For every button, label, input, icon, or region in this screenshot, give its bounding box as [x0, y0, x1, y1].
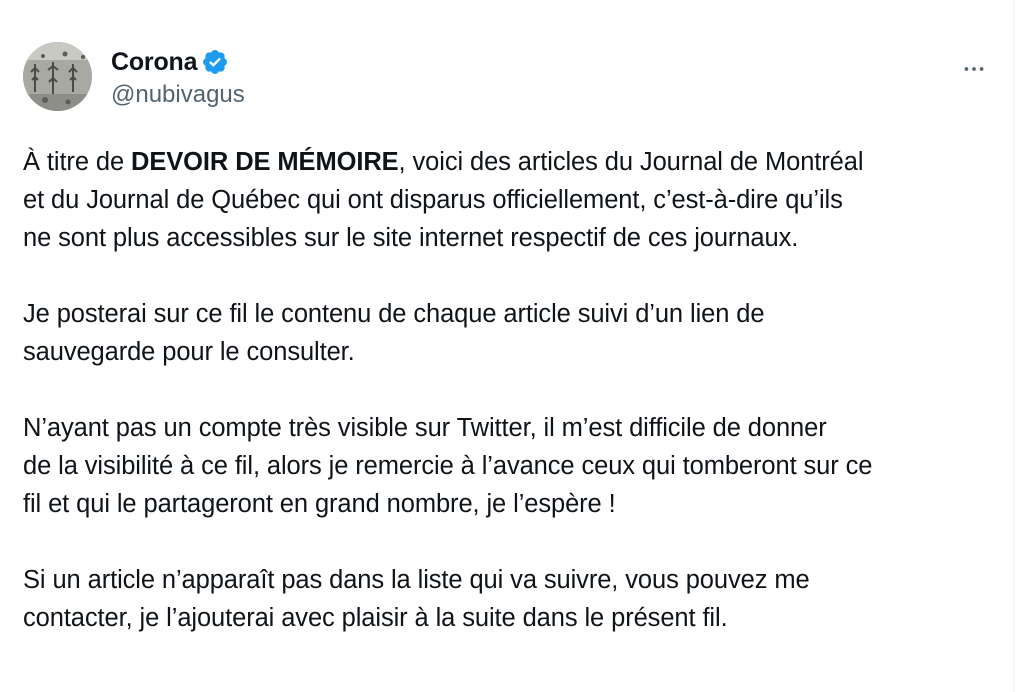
post-header — [23, 42, 991, 114]
verified-badge-icon[interactable] — [201, 48, 229, 76]
post-paragraph-2: Je posterai sur ce fil le contenu de chaque article suivi d’un lien de sauvegarde pour le consulter. — [23, 300, 765, 366]
post-paragraph-4: Si un article n’apparaît pas dans la liste qui va suivre, vous pouvez me contacter, je l’ajouterai avec plaisir à la suite dans le présent fil. — [23, 566, 810, 632]
post-paragraph-3: N’ayant pas un compte très visible sur Twitter, il m’est difficile de donner de la visibilité à ce fil, alors je remercie à l’avance ceux qui tomberont sur ce fil et qui le partageront en grand nombre, je l’espère ! — [23, 414, 873, 518]
author-names — [111, 46, 245, 112]
author-handle[interactable]: @nubivagus — [111, 81, 245, 108]
author-display-name[interactable]: Corona — [111, 48, 198, 76]
avatar[interactable] — [23, 42, 92, 111]
post-paragraph-1 — [23, 143, 998, 257]
paragraph-1-bold: DEVOIR DE MÉMOIRE — [131, 148, 399, 176]
avatar-image — [23, 42, 92, 111]
more-options-icon — [961, 56, 987, 82]
more-options-button[interactable] — [957, 52, 991, 86]
paragraph-1-prefix: À titre de — [23, 148, 132, 176]
name-row — [111, 46, 245, 78]
post-text — [23, 143, 998, 637]
paragraph-1-suffix: , voici des articles du Journal de Montréal et du Journal de Québec qui ont disparus officiellement, c’est-à-dire qu’ils ne sont plus accessibles sur le site internet respectif de ces journaux. — [23, 148, 864, 252]
